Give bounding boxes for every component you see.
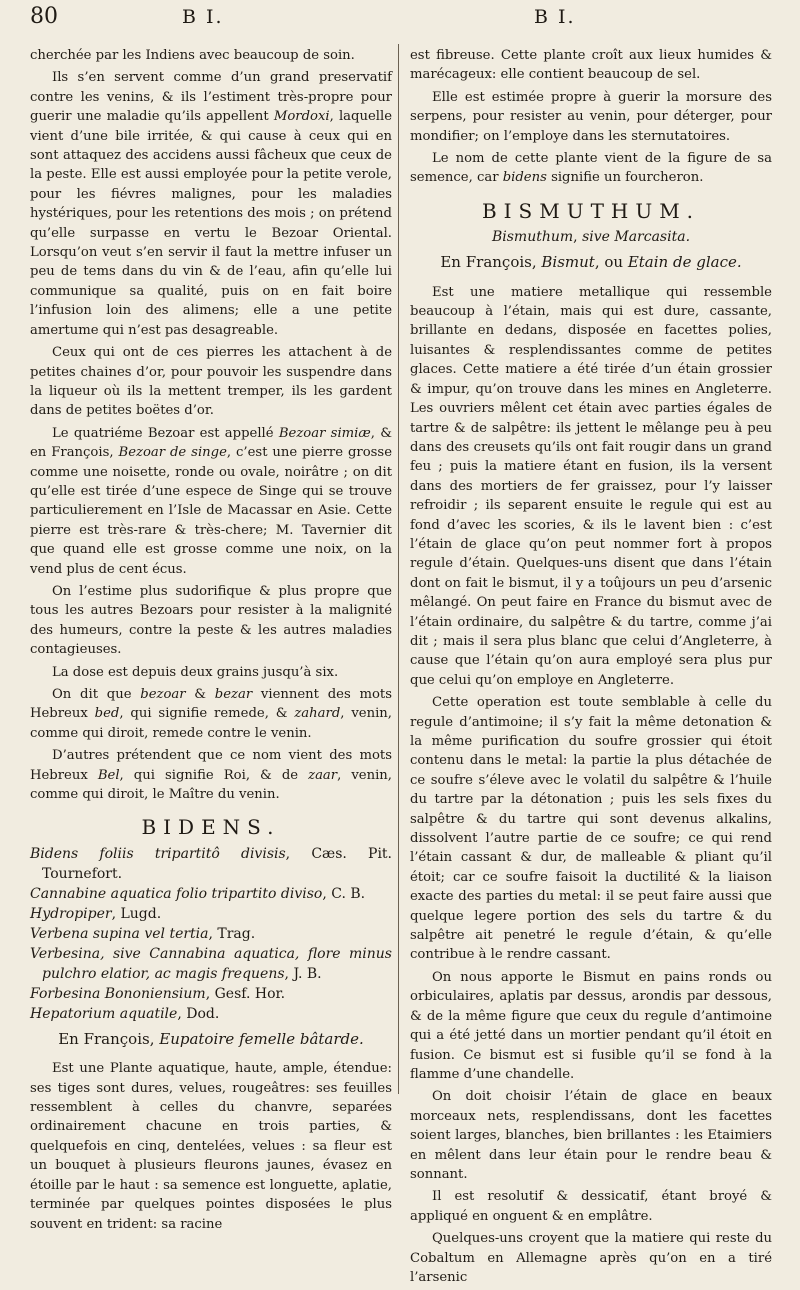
- synonym-list: [410, 227, 772, 247]
- paragraph: Cette operation est toute semblable à celle du regule d’antimoine; il s’y fait la même detonation & la même purification du soufre grossier qui étoit contenu dans le metal: la partie la plus détachée de ce soufre s’éleve avec le volatil du salpêtre & l’huile du tartre par la détonation ; puis les sels fixes du salpêtre & du tartre qui sont devenus alkalins, dissolvent l’autre partie de ce soufre; ce qui rend l’étain cassant & dur, de malleable & pliant qu’il étoit; car ce soufre faisoit la ductilité & la liaison exacte des parties du metal: il se peut faire aussi que quelque legere portion des sels du tartre & du salpêtre ait penetré le regule d’étain, & qu’elle contribue à le rendre cassant.: [410, 695, 772, 963]
- synonym-entry: Bismuthum, sive Marcasita.: [491, 229, 691, 246]
- paragraph: On nous apporte le Bismut en pains ronds ou orbiculaires, aplatis par dessus, arondis par dessous, & de la même figure que ceux du regule d’antimoine qui a été jetté dans un mortier pendant qu’il étoit en fusion. Ce bismut est si fusible qu’il se fond à la flamme d’une chandelle.: [410, 969, 772, 1082]
- page-number: 80: [30, 4, 58, 29]
- right-column: [410, 46, 772, 1290]
- synonym-entry: Forbesina Bononiensium, Gesf. Hor.: [30, 985, 286, 1002]
- page-header: [0, 4, 800, 44]
- column-divider: [398, 44, 399, 1094]
- synonym-entry: Verbesina, sive Cannabina aquatica, flore minus pulchro elatior, ac magis frequens, J. B.: [30, 945, 392, 982]
- synonym-list: [30, 844, 392, 1024]
- paragraph: La dose est depuis deux grains jusqu’à six.: [52, 664, 339, 680]
- running-head-left: B I.: [182, 6, 224, 28]
- left-column: [30, 46, 392, 1237]
- paragraph: Ceux qui ont de ces pierres les attachent à de petites chaines d’or, pour pouvoir les suspendre dans la liqueur où ils la mettent tremper, ils les gardent dans de petites boëtes d’or.: [30, 345, 392, 419]
- synonym-entry: Bidens foliis tripartitô divisis, Cæs. Pit. Tournefort.: [30, 845, 392, 882]
- synonym-entry: Hepatorium aquatile, Dod.: [30, 1005, 220, 1022]
- synonym-entry: Verbena supina vel tertia, Trag.: [30, 925, 256, 942]
- paragraph: Ils s’en servent comme d’un grand preservatif contre les venins, & ils l’estiment très-propre pour guerir une maladie qu’ils appellent Mordoxi, laquelle vient d’une bile irritée, & qui cause à ceux qui en sont attaquez des accidens aussi fâcheux que ceux de la peste. Elle est aussi employée pour la petite verole, pour les fiévres malignes, pour les maladies hystériques, pour les retentions des mois ; on prétend qu’elle surpasse en vertu le Bezoar Oriental. Lorsqu’on veut s’en servir il faut la mettre infuser un peu de tems dans du vin & de l’eau, afin qu’elle lui communique sa qualité, puis on en fait boire l’infusion loin des alimens; elle a une petite amertume qui n’est pas desagreable.: [30, 70, 393, 338]
- paragraph: On doit choisir l’étain de glace en beaux morceaux nets, resplendissans, dont les facettes soient larges, blanches, bien brillantes : les Etaimiers en mêlent dans leur étain pour le rendre beau & sonnant.: [410, 1089, 772, 1182]
- section-heading-bismuthum: BISMUTHUM.: [481, 198, 701, 223]
- french-name: En François, Eupatoire femelle bâtarde.: [58, 1029, 364, 1048]
- paragraph: Le quatriéme Bezoar est appellé Bezoar simiæ, & en François, Bezoar de singe, c’est une pierre grosse comme une noisette, ronde ou ovale, noirâtre ; on dit qu’elle est tirée d’une espece de Singe qui se trouve particulierement en l’Isle de Macassar en Asie. Cette pierre est très-rare & très-chere; M. Tavernier dit que quand elle est grosse comme une noix, on la vend plus de cent écus.: [30, 425, 392, 577]
- paragraph: Le nom de cette plante vient de la figure de sa semence, car bidens signifie un fourcheron.: [410, 151, 772, 186]
- synonym-entry: Hydropiper, Lugd.: [30, 905, 162, 922]
- paragraph: Est une Plante aquatique, haute, ample, étendue: ses tiges sont dures, velues, rougeâtres: ses feuilles ressemblent à celles du chanvre, separées ordinairement chacune en trois parties, & quelquefois en cinq, dentelées, velues : sa fleur est un bouquet à plusieurs fleurons jaunes, évasez en étoille par le haut : sa semence est longuette, aplatie, terminée par quelques pointes disposées le plus souvent en trident: sa racine: [30, 1061, 392, 1232]
- paragraph: cherchée par les Indiens avec beaucoup de soin.: [30, 48, 355, 63]
- paragraph: D’autres prétendent que ce nom vient des mots Hebreux Bel, qui signifie Roi, & de zaar, venin, comme qui diroit, le Maître du venin.: [30, 748, 392, 803]
- paragraph: Elle est estimée propre à guerir la morsure des serpens, pour resister au venin, pour déterger, pour mondifier; on l’employe dans les sternutatoires.: [410, 89, 772, 144]
- paragraph: On dit que bezoar & bezar viennent des mots Hebreux bed, qui signifie remede, & zahard, venin, comme qui diroit, remede contre le venin.: [30, 687, 392, 741]
- running-head-right: B I.: [534, 6, 576, 28]
- section-heading-bidens: BIDENS.: [141, 815, 281, 840]
- paragraph: On l’estime plus sudorifique & plus propre que tous les autres Bezoars pour resister à la malignité des humeurs, contre la peste & les autres maladies contagieuses.: [30, 583, 392, 658]
- paragraph: est fibreuse. Cette plante croît aux lieux humides & marécageux: elle contient beaucoup de sel.: [410, 48, 772, 83]
- paragraph: Il est resolutif & dessicatif, étant broyé & appliqué en onguent & en emplâtre.: [410, 1189, 772, 1224]
- paragraph: Quelques-uns croyent que la matiere qui reste du Cobaltum en Allemagne après qu’on en a tiré l’arsenic: [410, 1231, 772, 1285]
- synonym-entry: Cannabine aquatica folio tripartito diviso, C. B.: [30, 885, 366, 902]
- paragraph: Est une matiere metallique qui ressemble beaucoup à l’étain, mais qui est dure, cassante, brillante en dedans, disposée en facettes polies, luisantes & resplendissantes comme de petites glaces. Cette matiere a été tirée d’un étain grossier & impur, qu’on trouve dans les mines en Angleterre. Les ouvriers mêlent cet étain avec parties égales de tartre & de salpêtre: ils jettent le mêlange peu à peu dans des creusets qu’ils ont fait rougir dans un grand feu ; puis la matiere étant en fusion, ils la versent dans des mortiers de fer graissez, pour l’y laisser refroidir ; ils separent ensuite le regule qui est au fond d’avec les scories, & ils le lavent bien : c’est l’étain de glace qu’on peut nommer fort à propos regule d’étain. Quelques-uns disent que dans l’étain dont on fait le bismut, il y a toûjours un peu d’arsenic mêlangé. On peut faire en France du bismut avec de l’étain ordinaire, du salpêtre & du tartre, comme j’ai dit ; mais il sera plus blanc que celui d’Angleterre, à cause que l’étain qu’on aura employé sera plus pur que celui qu’on employe en Angleterre.: [410, 284, 772, 688]
- french-name: En François, Bismut, ou Etain de glace.: [440, 253, 742, 272]
